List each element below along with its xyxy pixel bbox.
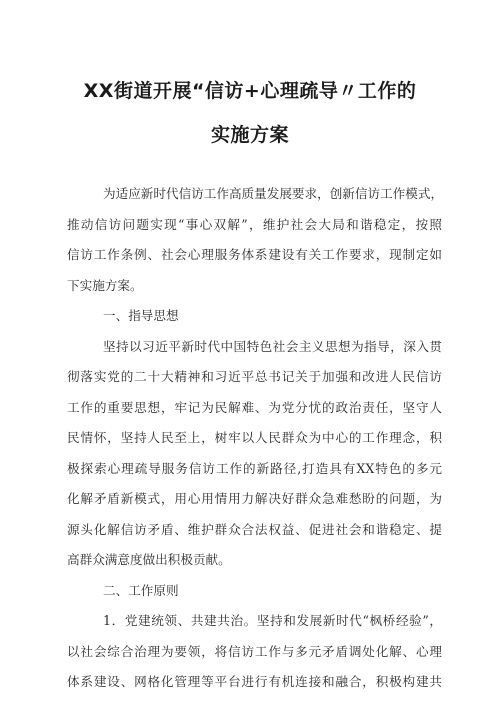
paragraph-1-line-4: 下实施方案。 — [67, 277, 143, 293]
paragraph-4-line-1: 二、工作原则 — [103, 582, 179, 598]
paragraph-3-line-1: 坚持以习近平新时代中国特色社会主义思想为指导，深入贯 — [103, 338, 442, 354]
paragraph-5-line-1: 1．党建统领、共建共治。坚持和发展新时代“枫桥经验”， — [103, 613, 442, 628]
paragraph-3-line-5: 极探索心理疏导服务信访工作的新路径,打造具有XX特色的多元 — [67, 460, 442, 476]
paragraph-1-line-2: 推动信访问题实现“事心双解”，维护社会大局和谐稳定，按照 — [67, 216, 442, 232]
document-title-line-2: 实施方案 — [210, 124, 289, 146]
paragraph-3-line-4: 民情怀，坚持人民至上，树牢以人民群众为中心的工作理念，积 — [67, 430, 442, 445]
paragraph-1-line-1: 为适应新时代信访工作高质量发展要求，创新信访工作模式， — [103, 186, 444, 201]
paragraph-3-line-2: 彻落实党的二十大精神和习近平总书记关于加强和改进人民信访 — [67, 369, 442, 384]
paragraph-5-line-3: 体系建设、网格化管理等平台进行有机连接和融合，积极构建共 — [67, 674, 442, 689]
paragraph-2-line-1: 一、指导思想 — [103, 308, 179, 323]
paragraph-5-line-2: 以社会综合治理为要领，将信访工作与多元矛盾调处化解、心理 — [67, 643, 442, 659]
paragraph-3-line-7: 源头化解信访矛盾、维护群众合法权益、促进社会和谐稳定、提 — [67, 521, 442, 537]
document-title-line-1: XX街道开展“信访+心理疏导〃工作的 — [83, 80, 417, 102]
paragraph-3-line-8: 高群众满意度做出积极贡献。 — [67, 552, 231, 567]
paragraph-1-line-3: 信访工作条例、社会心理服务体系建设有关工作要求，现制定如 — [67, 247, 442, 262]
paragraph-3-line-6: 化解矛盾新模式，用心用情用力解决好群众急难愁盼的问题，为 — [67, 491, 442, 506]
paragraph-3-line-3: 工作的重要思想，牢记为民解难、为党分忧的政治责任，坚守人 — [67, 399, 442, 415]
